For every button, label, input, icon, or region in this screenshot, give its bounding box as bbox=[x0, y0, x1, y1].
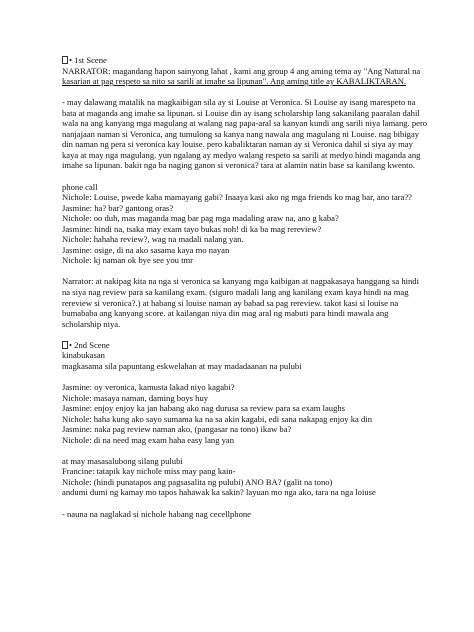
narrator-outro-line: bumababa ang kanyang score. at kailangan niya din mag aral ng mabuti para hindi mawala ang bbox=[62, 308, 389, 319]
scene-2-intro-line: magkasama sila papuntang eskwelahan at may madadaanan na pulubi bbox=[62, 360, 302, 371]
dialogue-line: Jasmine: naka pag review naman ako, (pangasar na tono) ikaw ba? bbox=[62, 424, 292, 435]
phone-call-line: phone call bbox=[62, 181, 98, 192]
pulubi-line: Francine: tatapik kay nichole miss may pang kain- bbox=[62, 466, 236, 477]
dialogue-line: Jasmine: osige, di na ako sasama kaya mo nayan bbox=[62, 244, 230, 255]
story-line: bata at maganda ang imahe sa lipunan. si Louise din ay isang scholarship lang sakanilang paaralan dahil bbox=[62, 107, 420, 118]
dialogue-line: Nichole: hahaha review?, wag na madali nalang yan. bbox=[62, 234, 244, 245]
dialogue-line: Nichole: oo duh, mas maganda mag bar pag mga madaling araw na, ano g kaba? bbox=[62, 213, 339, 224]
scene-1-heading: • 1st Scene bbox=[62, 55, 434, 66]
missing-glyph-icon bbox=[62, 341, 68, 349]
pulubi-line: at may masasalubong silang pulubi bbox=[62, 455, 183, 466]
narrator-intro-line: kasarian at pag respeto sa nito sa sarili at imahe sa lipunan". Ang aming title ay KABALIKTARAN. bbox=[62, 76, 407, 87]
dialogue-line: Jasmine: oy veronica, kamusta lakad niyo kagabi? bbox=[62, 381, 235, 392]
pulubi-line: Nichole: (hindi punatapos ang pagsasalita ng pulubi) ANO BA? (galit na tono) bbox=[62, 476, 333, 487]
narrator-outro-line: scholarship niya. bbox=[62, 318, 121, 329]
dialogue-line: Nichole: Louise, pwede kaba mamayang gabi? Inaaya kasi ako ng mga friends ko mag bar, ano tara?? bbox=[62, 192, 412, 203]
dialogue-line: Jasmine: ha? bar? gantong oras? bbox=[62, 202, 174, 213]
dialogue-line: Nichole: masaya naman, daming boys huy bbox=[62, 392, 209, 403]
story-line: nanjajaan naman si Veronica, ang tumulong sa kanya nang nawala ang magulang ni Louise. nag bibigay bbox=[62, 128, 420, 139]
narrator-outro-line: rereview si veronica?.) at habang si louise naman ay babad sa pag rereview. takot kasi si louise na bbox=[62, 297, 399, 308]
story-line: - may dalawang matalik na magkaibigan sila ay si Louise at Veronica. Si Louise ay isang marespeto na bbox=[62, 97, 416, 108]
scene-2-intro-line: kinabukasan bbox=[62, 350, 105, 361]
closing-line: - nauna na naglakad si nichole habang nag cecellphone bbox=[62, 508, 251, 519]
story-line: din naman ng pera si veronica kay louise. pero kabaliktaran naman ay si Veronica dahil si siya ay may bbox=[62, 139, 413, 150]
narrator-intro-line: NARRATOR: magandang hapon sainyong lahat , kami ang group 4 ang aming tema ay "Ang Natural na bbox=[62, 65, 421, 76]
dialogue-line: Nichole: di na need mag exam haha easy lang yan bbox=[62, 434, 235, 445]
missing-glyph-icon bbox=[62, 56, 68, 64]
scene-2-heading: • 2nd Scene bbox=[62, 340, 434, 351]
story-line: wala na ang kanyang mga magulang at walang nag papa-aral sa kanyan kundi ang sarili niya lamang. pero bbox=[62, 118, 428, 129]
story-line: kaya at may nga magulang. yun ngalang ay medyo walang respeto sa sarili at medyo hindi maganda ang bbox=[62, 149, 421, 160]
narrator-outro-line: na siya nag review para sa kanilang exam. (siguro madali lang ang kanilang exam kaya hindi na mag bbox=[62, 287, 409, 298]
dialogue-line: Jasmine: hindi na, tsaka may exam tayo bukas noh! di ka ba mag rereview? bbox=[62, 223, 322, 234]
dialogue-line: Jasmine: enjoy enjoy ka jan habang ako nag durusa sa review para sa exam laughs bbox=[62, 403, 346, 414]
dialogue-line: Nichole: haha kung ako sayo sumama ka na sa akin kagabi, edi sana nakapag enjoy ka din bbox=[62, 413, 372, 424]
pulubi-line: andumi dumi ng kamay mo tapos hahawak ka sakin? layuan mo nga ako, tara na nga loiuse bbox=[62, 487, 376, 498]
narrator-outro-line: Narrator: at nakipag kita na nga si veronica sa kanyang mga kaibigan at nagpakasaya hanggang sa hindi bbox=[62, 276, 419, 287]
dialogue-line: Nichole: kj naman ok bye see you tmr bbox=[62, 255, 194, 266]
story-line: imahe sa lipunan. bakit nga ba naging ganon si veronica? tara at alamin natin base sa kanilang kwento. bbox=[62, 160, 415, 171]
